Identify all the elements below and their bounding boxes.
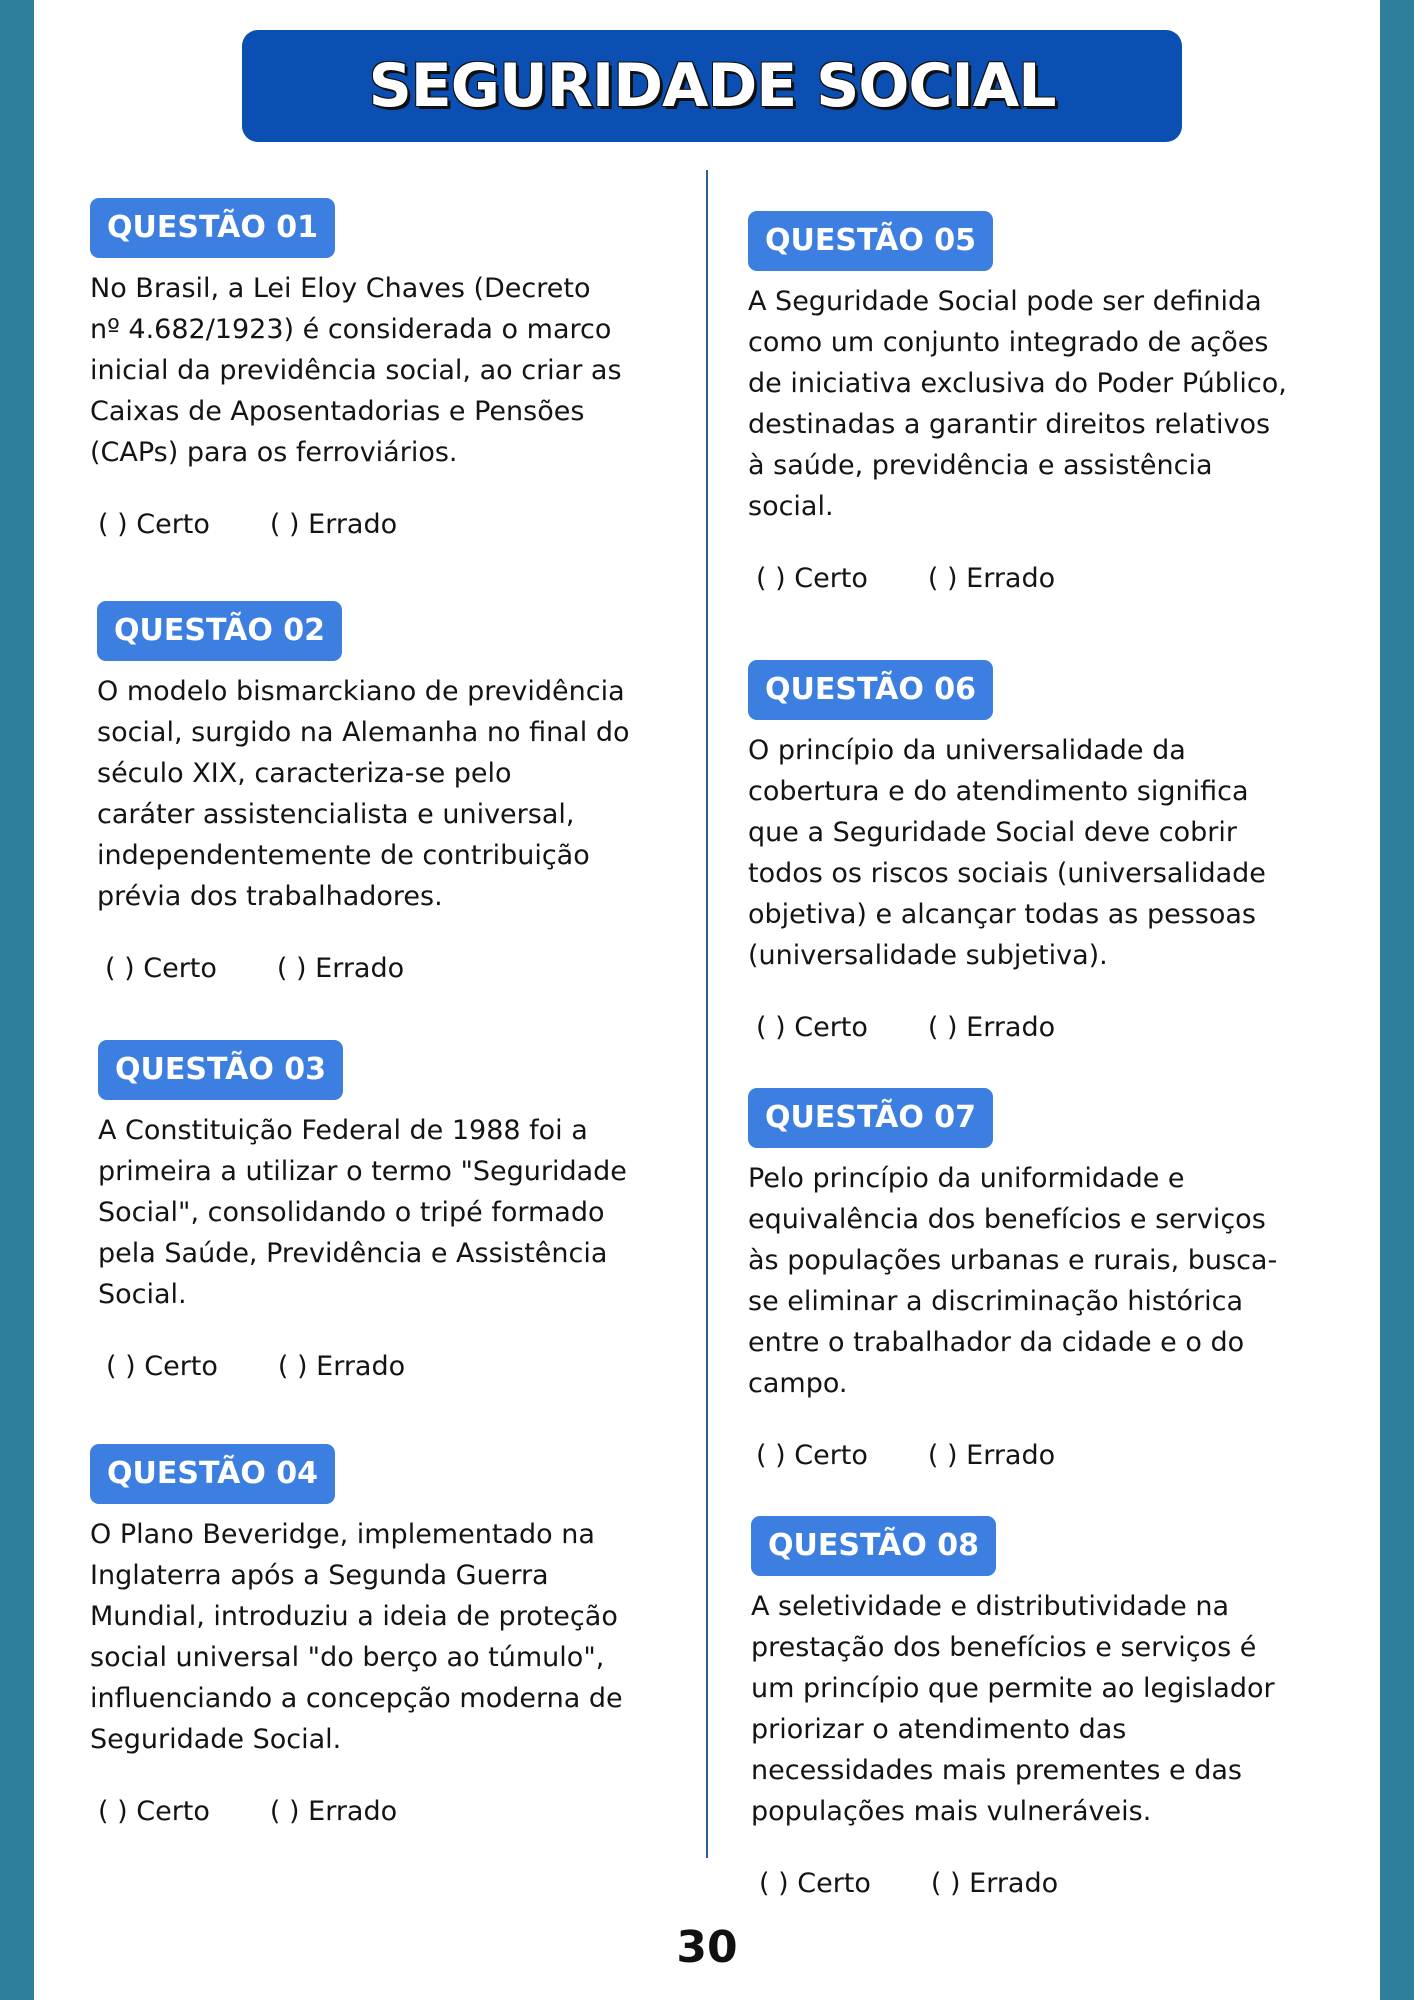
question-05: [748, 211, 1358, 594]
title-banner: [242, 30, 1182, 142]
question-label: QUESTÃO 02: [97, 601, 342, 661]
answer-options: [90, 509, 690, 540]
question-text: A Seguridade Social pode ser definida como um conjunto integrado de ações de iniciativa exclusiva do Poder Público, destinadas a garantir direitos relativos à saúde, previdência e assistência social.: [748, 286, 1287, 522]
question-label: QUESTÃO 08: [751, 1516, 996, 1576]
question-08: [751, 1516, 1361, 1899]
question-label: QUESTÃO 03: [98, 1040, 343, 1100]
answer-options: [98, 1351, 698, 1382]
question-02: [97, 601, 697, 984]
answer-options: [90, 1796, 690, 1827]
left-border: [0, 0, 34, 2000]
page-title: SEGURIDADE SOCIAL: [368, 51, 1056, 121]
option-errado[interactable]: ( ) Errado: [930, 1868, 1059, 1899]
question-text: O modelo bismarckiano de previdência social, surgido na Alemanha no final do século XIX, caracteriza-se pelo caráter assistencialista e universal, independentemente de contribuição prévia dos trabalhadores.: [97, 676, 630, 912]
question-label: QUESTÃO 01: [90, 198, 335, 258]
question-text: Pelo princípio da uniformidade e equivalência dos benefícios e serviços às populações urbanas e rurais, busca- se eliminar a discriminação histórica entre o trabalhador da cidade e o do campo.: [748, 1163, 1278, 1399]
question-06: [748, 660, 1358, 1043]
question-label: QUESTÃO 07: [748, 1088, 993, 1148]
option-certo[interactable]: ( ) Certo: [105, 953, 217, 984]
answer-options: [97, 953, 697, 984]
question-03: [98, 1040, 698, 1382]
option-certo[interactable]: ( ) Certo: [759, 1868, 871, 1899]
option-certo[interactable]: ( ) Certo: [106, 1351, 218, 1382]
question-text: No Brasil, a Lei Eloy Chaves (Decreto nº 4.682/1923) é considerada o marco inicial da previdência social, ao criar as Caixas de Aposentadorias e Pensões (CAPs) para os ferroviários.: [90, 273, 622, 468]
answer-options: [751, 1868, 1361, 1899]
question-text: O Plano Beveridge, implementado na Inglaterra após a Segunda Guerra Mundial, introduziu a ideia de proteção social universal "do berço ao túmulo", influenciando a concepção moderna de Seguridade Social.: [90, 1519, 623, 1755]
option-certo[interactable]: ( ) Certo: [756, 563, 868, 594]
question-07: [748, 1088, 1358, 1471]
page-number: 30: [676, 1922, 738, 1973]
option-certo[interactable]: ( ) Certo: [756, 1012, 868, 1043]
question-text: A Constituição Federal de 1988 foi a primeira a utilizar o termo "Seguridade Social", consolidando o tripé formado pela Saúde, Previdência e Assistência Social.: [98, 1115, 627, 1310]
option-errado[interactable]: ( ) Errado: [927, 1440, 1056, 1471]
option-errado[interactable]: ( ) Errado: [269, 1796, 398, 1827]
option-errado[interactable]: ( ) Errado: [276, 953, 405, 984]
answer-options: [748, 563, 1358, 594]
question-01: [90, 198, 690, 540]
option-errado[interactable]: ( ) Errado: [927, 1012, 1056, 1043]
question-text: O princípio da universalidade da cobertura e do atendimento significa que a Seguridade Social deve cobrir todos os riscos sociais (universalidade objetiva) e alcançar todas as pessoas (universalidade subjetiva).: [748, 735, 1266, 971]
question-label: QUESTÃO 05: [748, 211, 993, 271]
question-label: QUESTÃO 06: [748, 660, 993, 720]
column-divider: [706, 170, 708, 1858]
option-errado[interactable]: ( ) Errado: [277, 1351, 406, 1382]
option-certo[interactable]: ( ) Certo: [98, 1796, 210, 1827]
option-errado[interactable]: ( ) Errado: [927, 563, 1056, 594]
right-border: [1380, 0, 1414, 2000]
answer-options: [748, 1440, 1358, 1471]
option-errado[interactable]: ( ) Errado: [269, 509, 398, 540]
question-label: QUESTÃO 04: [90, 1444, 335, 1504]
answer-options: [748, 1012, 1358, 1043]
question-text: A seletividade e distributividade na prestação dos benefícios e serviços é um princípio que permite ao legislador priorizar o atendimento das necessidades mais prementes e das populações mais vulneráveis.: [751, 1591, 1275, 1827]
option-certo[interactable]: ( ) Certo: [756, 1440, 868, 1471]
question-04: [90, 1444, 690, 1827]
option-certo[interactable]: ( ) Certo: [98, 509, 210, 540]
